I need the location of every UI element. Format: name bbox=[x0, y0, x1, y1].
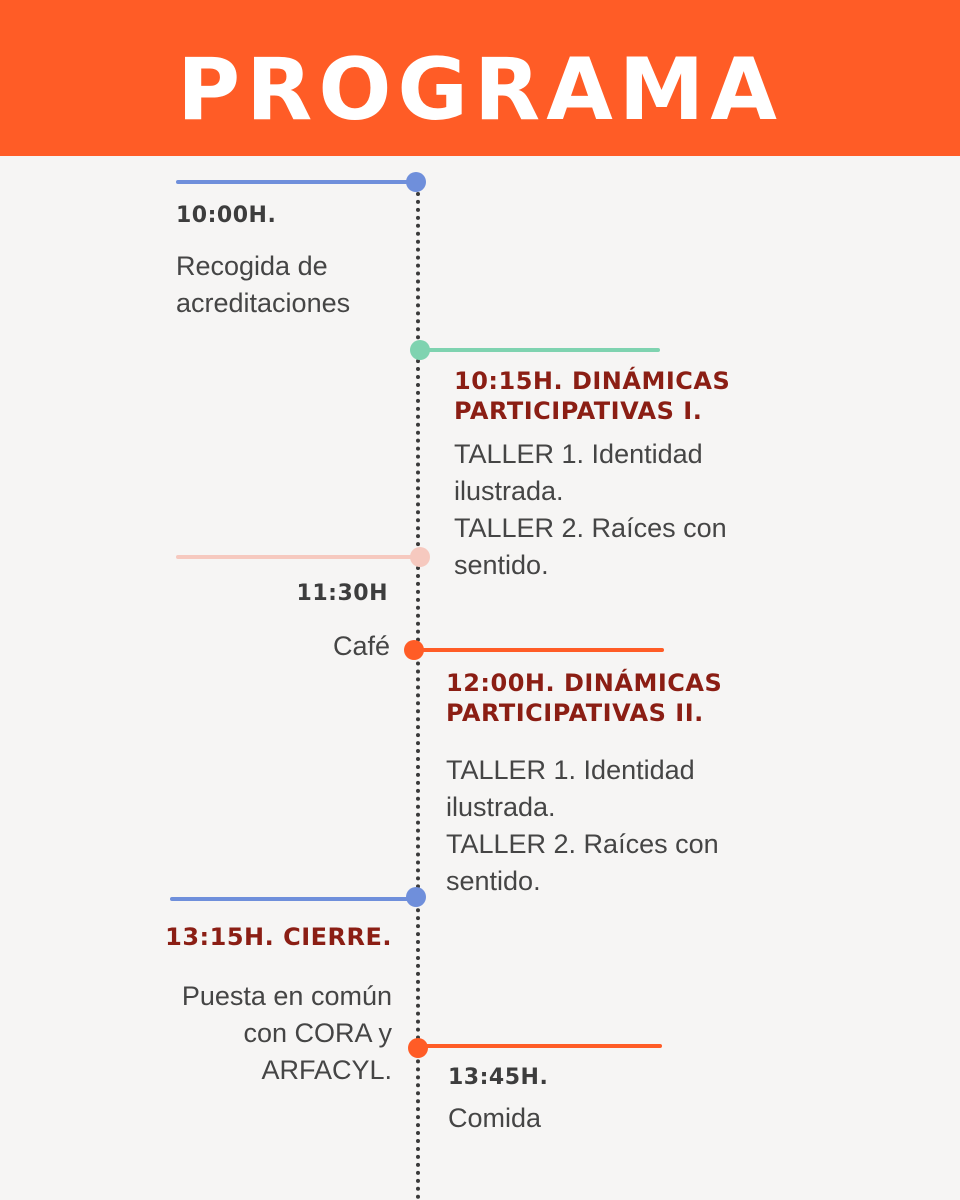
timeline-dot-1345 bbox=[408, 1038, 428, 1058]
event-time-line: PARTICIPATIVAS II. bbox=[446, 699, 704, 727]
event-time-1000: 10:00H. bbox=[176, 203, 277, 228]
event-description-1315 bbox=[90, 978, 392, 1089]
description-line: Recogida de bbox=[176, 251, 328, 281]
timeline-dot-1015 bbox=[410, 340, 430, 360]
timeline-dot-1000 bbox=[406, 172, 426, 192]
header-banner bbox=[0, 0, 960, 156]
event-time-1345: 13:45H. bbox=[448, 1065, 549, 1090]
description-line: ilustrada. bbox=[454, 476, 564, 506]
description-line: Café bbox=[332, 631, 390, 661]
timeline-connector-1000 bbox=[176, 180, 416, 184]
timeline-connector-1130 bbox=[176, 555, 420, 559]
event-description-1015 bbox=[454, 436, 727, 584]
description-line: ilustrada. bbox=[446, 792, 556, 822]
description-line: ARFACYL. bbox=[261, 1055, 392, 1085]
event-description-1130 bbox=[180, 628, 390, 665]
description-line: Puesta en común bbox=[181, 981, 392, 1011]
timeline-connector-1200 bbox=[414, 648, 664, 652]
timeline-connector-1015 bbox=[420, 348, 660, 352]
timeline-connector-1345 bbox=[418, 1044, 662, 1048]
description-line: TALLER 1. Identidad bbox=[446, 755, 695, 785]
event-description-1345 bbox=[448, 1100, 541, 1137]
description-line: sentido. bbox=[454, 550, 549, 580]
description-line: TALLER 2. Raíces con bbox=[446, 829, 719, 859]
event-time-line: PARTICIPATIVAS I. bbox=[454, 397, 703, 425]
description-line: TALLER 1. Identidad bbox=[454, 439, 703, 469]
timeline-dot-1315 bbox=[406, 887, 426, 907]
timeline-connector-1315 bbox=[170, 897, 416, 901]
event-time-1200 bbox=[446, 668, 722, 728]
timeline-dot-1130 bbox=[410, 547, 430, 567]
event-description-1200 bbox=[446, 752, 719, 900]
event-time-line: 12:00H. DINÁMICAS bbox=[446, 669, 723, 697]
description-line: con CORA y bbox=[243, 1018, 392, 1048]
description-line: sentido. bbox=[446, 866, 541, 896]
event-time-line: 10:15H. DINÁMICAS bbox=[454, 367, 731, 395]
event-description-1000 bbox=[176, 248, 350, 322]
description-line: Comida bbox=[448, 1103, 542, 1133]
event-time-1015 bbox=[454, 366, 730, 426]
description-line: TALLER 2. Raíces con bbox=[454, 513, 727, 543]
event-time-1130: 11:30H bbox=[296, 581, 388, 606]
timeline-dot-1200 bbox=[404, 640, 424, 660]
page-title: PROGRAMA bbox=[177, 40, 783, 140]
event-time-1315: 13:15H. CIERRE. bbox=[165, 923, 392, 951]
description-line: acreditaciones bbox=[176, 288, 351, 318]
